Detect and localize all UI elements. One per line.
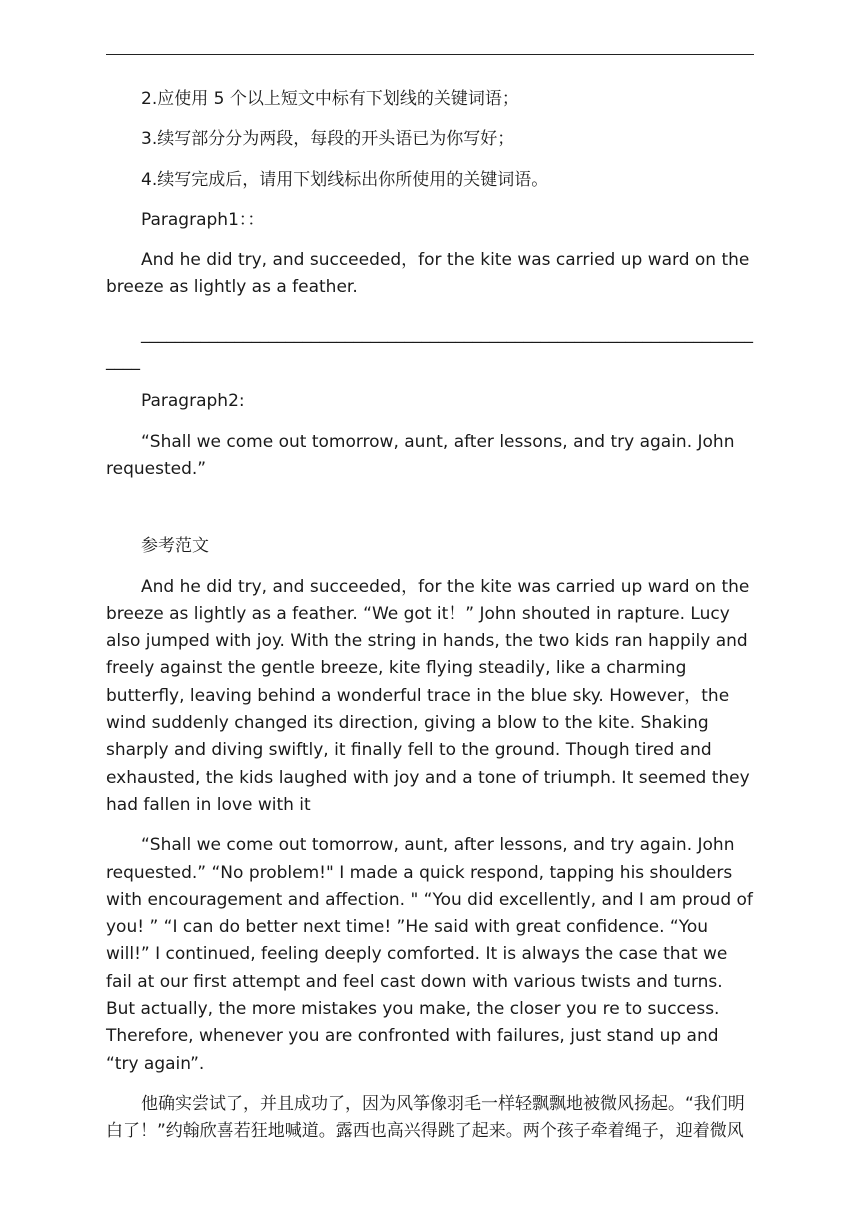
reference-heading: 参考范文 bbox=[141, 536, 209, 557]
header-rule bbox=[106, 54, 754, 55]
paragraph2-opening: “Shall we come out tomorrow, aunt, after lessons, and try again. John requested.” bbox=[106, 431, 735, 479]
reference-paragraph-1: And he did try, and succeeded，for the kite was carried up ward on the breeze as lightly as a feather. “We got it！” John shouted in rapture. Lucy also jumped with joy. With the string in hands, the two kids ran happily and freely against the gentle breeze, kite flying steadily, like a charming butterfly, leaving behind a wonderful trace in the blue sky. However，the wind suddenly changed its direction, giving a blow to the kite. Shaking sharply and diving swiftly, it finally fell to the ground. Though tired and exhausted, the kids laughed with joy and a tone of triumph. It seemed they had fallen in love with it bbox=[106, 576, 750, 815]
paragraph2-label: Paragraph2: bbox=[141, 391, 245, 412]
reference-paragraph-3-chinese: 他确实尝试了，并且成功了，因为风筝像羽毛一样轻飘飘地被微风扬起。“我们明白了！”约翰欣喜若狂地喊道。露西也高兴得跳了起来。两个孩子牵着绳子，迎着微风 bbox=[106, 1093, 745, 1142]
requirement-item-3: 3.续写部分分为两段，每段的开头语已为你写好； bbox=[141, 129, 515, 150]
document-body bbox=[106, 86, 754, 1146]
reference-paragraph-2: “Shall we come out tomorrow, aunt, after lessons, and try again. John requested.” “No problem!" I made a quick respond, tapping his shoulders with encouragement and affection. " “You did excellently, and I am proud of you! ” “I can do better next time! ”He said with great confidence. “You will!” I continued, feeling deeply comforted. It is always the case that we fail at our first attempt and feel cast down with various twists and turns. But actually, the more mistakes you make, the closer you re to success. Therefore, whenever you are confronted with failures, just stand up and “try again”. bbox=[106, 835, 753, 1074]
requirement-item-2: 2.应使用 5 个以上短文中标有下划线的关键词语； bbox=[141, 89, 519, 109]
requirement-item-4: 4.续写完成后，请用下划线标出你所使用的关键词语。 bbox=[141, 169, 549, 190]
paragraph1-opening: And he did try, and succeeded，for the kite was carried up ward on the breeze as lightly as a feather. bbox=[106, 250, 750, 298]
paragraph1-label: Paragraph1：： bbox=[141, 209, 265, 230]
paragraph1-answer-blank: ____________________________________________________________________________ bbox=[106, 323, 753, 372]
